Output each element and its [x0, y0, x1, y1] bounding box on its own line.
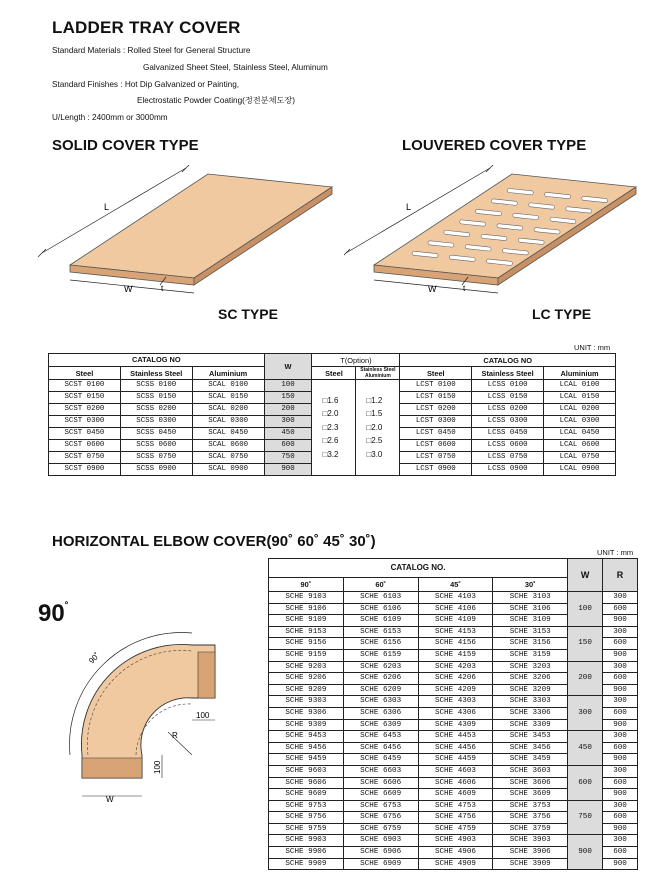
dim-100-bottom: 100	[153, 760, 162, 774]
elbow-code-cell: SCHE 6303	[343, 696, 418, 708]
elbow-code-cell: SCHE 9606	[269, 777, 344, 789]
w-cell: 450	[264, 428, 312, 440]
solid-cover-drawing	[36, 165, 336, 300]
louvered-cover-heading: LOUVERED COVER TYPE	[402, 137, 587, 154]
thickness-option: □2.0	[322, 409, 339, 419]
elbow-code-cell: SCHE 9609	[269, 789, 344, 801]
lc-steel-cell: LCST 0900	[400, 464, 472, 476]
lc-steel-cell: LCST 0300	[400, 416, 472, 428]
sc-aluminium-cell: SCAL 0100	[192, 380, 264, 392]
elbow-code-cell: SCHE 4306	[418, 707, 493, 719]
elbow-r-cell: 900	[603, 684, 638, 696]
elbow-code-cell: SCHE 4203	[418, 661, 493, 673]
elbow-code-cell: SCHE 4459	[418, 754, 493, 766]
elbow-code-cell: SCHE 3609	[493, 789, 568, 801]
elbow-r-cell: 600	[603, 812, 638, 824]
t-option-header: T(Option)	[312, 354, 400, 367]
elbow-code-cell: SCHE 4753	[418, 800, 493, 812]
elbow-code-cell: SCHE 3753	[493, 800, 568, 812]
elbow-r-cell: 300	[603, 626, 638, 638]
elbow-code-cell: SCHE 9903	[269, 835, 344, 847]
elbow-row	[269, 696, 638, 708]
elbow-w-header: W	[568, 559, 603, 592]
elbow-r-cell: 900	[603, 754, 638, 766]
elbow-r-cell: 300	[603, 765, 638, 777]
elbow-code-cell: SCHE 9106	[269, 603, 344, 615]
elbow-w-cell: 300	[568, 696, 603, 731]
sc-aluminium-cell: SCAL 0150	[192, 392, 264, 404]
elbow-code-cell: SCHE 9753	[269, 800, 344, 812]
elbow-code-cell: SCHE 3759	[493, 823, 568, 835]
elbow-code-cell: SCHE 3906	[493, 847, 568, 859]
elbow-code-cell: SCHE 4756	[418, 812, 493, 824]
elbow-code-cell: SCHE 4106	[418, 603, 493, 615]
elbow-code-cell: SCHE 9909	[269, 858, 344, 870]
lc-stainless-cell: LCSS 0900	[472, 464, 544, 476]
elbow-code-cell: SCHE 9603	[269, 765, 344, 777]
elbow-code-cell: SCHE 6306	[343, 707, 418, 719]
lc-aluminium-cell: LCAL 0200	[544, 404, 616, 416]
w-cell: 100	[264, 380, 312, 392]
elbow-w-cell: 750	[568, 800, 603, 835]
elbow-r-cell: 300	[603, 696, 638, 708]
elbow-code-cell: SCHE 6609	[343, 789, 418, 801]
elbow-row	[269, 731, 638, 743]
lc-aluminium-cell: LCAL 0100	[544, 380, 616, 392]
elbow-r-cell: 900	[603, 719, 638, 731]
solid-dim-t: t	[161, 284, 164, 293]
materials-line-2: Galvanized Sheet Steel, Stainless Steel, Aluminum	[143, 63, 328, 72]
lc-aluminium-cell: LCAL 0900	[544, 464, 616, 476]
thickness-option: □1.5	[366, 409, 383, 419]
dim-100-right: 100	[196, 711, 210, 720]
sc-steel-cell: SCST 0150	[49, 392, 121, 404]
thickness-option: □2.3	[322, 422, 339, 432]
louvered-dim-t: t	[463, 284, 466, 293]
catalog-no-left: CATALOG NO	[49, 354, 265, 367]
lc-aluminium-cell: LCAL 0750	[544, 452, 616, 464]
elbow-code-cell: SCHE 9453	[269, 731, 344, 743]
lc-steel-cell: LCST 0750	[400, 452, 472, 464]
sc-type-label: SC TYPE	[218, 306, 278, 322]
solid-dim-W: W	[124, 284, 133, 294]
thickness-option: □3.2	[322, 449, 339, 459]
page-title: LADDER TRAY COVER	[52, 18, 241, 37]
t-col-ss-al: Stainless Steel Aluminium	[356, 367, 400, 380]
col-aluminium-right: Aluminium	[544, 367, 616, 380]
elbow-r-cell: 900	[603, 823, 638, 835]
elbow-w-cell: 600	[568, 765, 603, 800]
elbow-code-cell: SCHE 9159	[269, 649, 344, 661]
sc-aluminium-cell: SCAL 0450	[192, 428, 264, 440]
elbow-code-cell: SCHE 3606	[493, 777, 568, 789]
elbow-row	[269, 800, 638, 812]
elbow-code-cell: SCHE 4309	[418, 719, 493, 731]
sc-aluminium-cell: SCAL 0600	[192, 440, 264, 452]
elbow-w-cell: 200	[568, 661, 603, 696]
elbow-w-cell: 450	[568, 731, 603, 766]
lc-stainless-cell: LCSS 0100	[472, 380, 544, 392]
elbow-r-cell: 600	[603, 707, 638, 719]
elbow-r-cell: 600	[603, 673, 638, 685]
elbow-code-cell: SCHE 3156	[493, 638, 568, 650]
elbow-col-30: 30˚	[493, 578, 568, 592]
sc-steel-cell: SCST 0450	[49, 428, 121, 440]
thickness-option: □1.2	[366, 395, 383, 405]
sc-aluminium-cell: SCAL 0200	[192, 404, 264, 416]
sc-aluminium-cell: SCAL 0900	[192, 464, 264, 476]
elbow-w-cell: 150	[568, 626, 603, 661]
elbow-code-cell: SCHE 3206	[493, 673, 568, 685]
catalog-no-right: CATALOG NO	[400, 354, 616, 367]
elbow-code-cell: SCHE 4906	[418, 847, 493, 859]
elbow-row	[269, 661, 638, 673]
elbow-unit: UNIT : mm	[597, 548, 634, 557]
col-steel-right: Steel	[400, 367, 472, 380]
sc-stainless-cell: SCSS 0450	[120, 428, 192, 440]
elbow-code-cell: SCHE 9203	[269, 661, 344, 673]
w-cell: 750	[264, 452, 312, 464]
elbow-code-cell: SCHE 6109	[343, 615, 418, 627]
elbow-r-header: R	[603, 559, 638, 592]
elbow-col-90: 90˚	[269, 578, 344, 592]
finishes-line-2: Electrostatic Powder Coating(정전분체도장)	[137, 96, 296, 105]
sc-stainless-cell: SCSS 0750	[120, 452, 192, 464]
sc-steel-cell: SCST 0900	[49, 464, 121, 476]
sc-stainless-cell: SCSS 0900	[120, 464, 192, 476]
elbow-row	[269, 835, 638, 847]
elbow-code-cell: SCHE 6909	[343, 858, 418, 870]
elbow-code-cell: SCHE 6309	[343, 719, 418, 731]
elbow-col-60: 60˚	[343, 578, 418, 592]
elbow-code-cell: SCHE 6156	[343, 638, 418, 650]
elbow-code-cell: SCHE 6903	[343, 835, 418, 847]
lc-aluminium-cell: LCAL 0300	[544, 416, 616, 428]
elbow-code-cell: SCHE 9153	[269, 626, 344, 638]
elbow-code-cell: SCHE 4603	[418, 765, 493, 777]
elbow-drawing	[50, 620, 225, 810]
col-stainless-right: Stainless Steel	[472, 367, 544, 380]
lc-stainless-cell: LCSS 0600	[472, 440, 544, 452]
thickness-option: □2.6	[322, 436, 339, 446]
elbow-r-cell: 300	[603, 661, 638, 673]
elbow-code-cell: SCHE 4103	[418, 592, 493, 604]
elbow-code-cell: SCHE 3159	[493, 649, 568, 661]
louvered-dim-L: L	[406, 202, 412, 212]
elbow-w-cell: 900	[568, 835, 603, 870]
elbow-code-cell: SCHE 9109	[269, 615, 344, 627]
degree-mark: ˚	[64, 600, 69, 614]
steel-thickness-options	[312, 380, 356, 476]
elbow-code-cell: SCHE 6153	[343, 626, 418, 638]
sc-stainless-cell: SCSS 0300	[120, 416, 192, 428]
elbow-r-cell: 600	[603, 777, 638, 789]
elbow-code-cell: SCHE 4909	[418, 858, 493, 870]
length-spec: U/Length : 2400mm or 3000mm	[52, 113, 168, 122]
lc-aluminium-cell: LCAL 0150	[544, 392, 616, 404]
sc-stainless-cell: SCSS 0150	[120, 392, 192, 404]
sc-stainless-cell: SCSS 0100	[120, 380, 192, 392]
elbow-r-cell: 900	[603, 789, 638, 801]
catalog-row	[49, 380, 616, 392]
elbow-code-cell: SCHE 4759	[418, 823, 493, 835]
elbow-code-cell: SCHE 4453	[418, 731, 493, 743]
elbow-code-cell: SCHE 9206	[269, 673, 344, 685]
elbow-code-cell: SCHE 4606	[418, 777, 493, 789]
elbow-code-cell: SCHE 9309	[269, 719, 344, 731]
dim-R: R	[172, 731, 178, 740]
lc-steel-cell: LCST 0100	[400, 380, 472, 392]
elbow-code-cell: SCHE 4206	[418, 673, 493, 685]
solid-dim-L: L	[104, 202, 110, 212]
elbow-code-cell: SCHE 6209	[343, 684, 418, 696]
sc-stainless-cell: SCSS 0200	[120, 404, 192, 416]
elbow-code-cell: SCHE 6759	[343, 823, 418, 835]
elbow-code-cell: SCHE 3203	[493, 661, 568, 673]
elbow-code-cell: SCHE 9303	[269, 696, 344, 708]
elbow-code-cell: SCHE 9306	[269, 707, 344, 719]
lc-steel-cell: LCST 0150	[400, 392, 472, 404]
elbow-code-cell: SCHE 3309	[493, 719, 568, 731]
elbow-r-cell: 600	[603, 847, 638, 859]
elbow-code-cell: SCHE 3603	[493, 765, 568, 777]
materials-line-1: Rolled Steel for General Structure	[127, 46, 251, 55]
elbow-code-cell: SCHE 9209	[269, 684, 344, 696]
materials-label: Standard Materials :	[52, 46, 128, 55]
elbow-code-cell: SCHE 3756	[493, 812, 568, 824]
elbow-code-cell: SCHE 6459	[343, 754, 418, 766]
elbow-r-cell: 600	[603, 603, 638, 615]
col-steel: Steel	[49, 367, 121, 380]
sc-steel-cell: SCST 0750	[49, 452, 121, 464]
elbow-code-cell: SCHE 6906	[343, 847, 418, 859]
elbow-row	[269, 626, 638, 638]
materials-spec	[52, 45, 250, 56]
lc-aluminium-cell: LCAL 0450	[544, 428, 616, 440]
sc-steel-cell: SCST 0100	[49, 380, 121, 392]
lc-stainless-cell: LCSS 0150	[472, 392, 544, 404]
elbow-code-cell: SCHE 6206	[343, 673, 418, 685]
w-cell: 200	[264, 404, 312, 416]
ss-thickness-options	[356, 380, 400, 476]
w-header: W	[264, 354, 312, 380]
elbow-r-cell: 300	[603, 592, 638, 604]
louvered-dim-W: W	[428, 284, 437, 294]
elbow-catalog-no: CATALOG NO.	[269, 559, 568, 578]
elbow-code-cell: SCHE 9156	[269, 638, 344, 650]
elbow-code-cell: SCHE 4903	[418, 835, 493, 847]
thickness-option: □1.6	[322, 395, 339, 405]
elbow-code-cell: SCHE 9103	[269, 592, 344, 604]
t-col-steel: Steel	[312, 367, 356, 380]
elbow-row	[269, 592, 638, 604]
elbow-code-cell: SCHE 6159	[343, 649, 418, 661]
elbow-code-cell: SCHE 4153	[418, 626, 493, 638]
sc-stainless-cell: SCSS 0600	[120, 440, 192, 452]
elbow-code-cell: SCHE 3103	[493, 592, 568, 604]
elbow-code-cell: SCHE 9456	[269, 742, 344, 754]
elbow-code-cell: SCHE 9756	[269, 812, 344, 824]
elbow-heading: HORIZONTAL ELBOW COVER(90˚ 60˚ 45˚ 30˚)	[52, 533, 376, 550]
lc-steel-cell: LCST 0450	[400, 428, 472, 440]
elbow-code-cell: SCHE 3306	[493, 707, 568, 719]
lc-stainless-cell: LCSS 0300	[472, 416, 544, 428]
sc-steel-cell: SCST 0200	[49, 404, 121, 416]
elbow-code-cell: SCHE 3909	[493, 858, 568, 870]
sc-aluminium-cell: SCAL 0300	[192, 416, 264, 428]
elbow-code-cell: SCHE 4109	[418, 615, 493, 627]
w-cell: 900	[264, 464, 312, 476]
elbow-code-cell: SCHE 3459	[493, 754, 568, 766]
elbow-code-cell: SCHE 3209	[493, 684, 568, 696]
elbow-code-cell: SCHE 4156	[418, 638, 493, 650]
elbow-code-cell: SCHE 9906	[269, 847, 344, 859]
elbow-code-cell: SCHE 6106	[343, 603, 418, 615]
elbow-code-cell: SCHE 3153	[493, 626, 568, 638]
dim-W: W	[106, 795, 114, 804]
lc-stainless-cell: LCSS 0450	[472, 428, 544, 440]
elbow-r-cell: 900	[603, 615, 638, 627]
elbow-r-cell: 600	[603, 638, 638, 650]
elbow-r-cell: 900	[603, 858, 638, 870]
w-cell: 600	[264, 440, 312, 452]
col-stainless: Stainless Steel	[120, 367, 192, 380]
elbow-code-cell: SCHE 3303	[493, 696, 568, 708]
elbow-code-cell: SCHE 3903	[493, 835, 568, 847]
solid-cover-heading: SOLID COVER TYPE	[52, 137, 199, 154]
elbow-code-cell: SCHE 4609	[418, 789, 493, 801]
lc-steel-cell: LCST 0600	[400, 440, 472, 452]
elbow-w-cell: 100	[568, 592, 603, 627]
thickness-option: □2.0	[366, 422, 383, 432]
elbow-code-cell: SCHE 6756	[343, 812, 418, 824]
elbow-code-cell: SCHE 3109	[493, 615, 568, 627]
thickness-option: □3.0	[366, 449, 383, 459]
w-cell: 150	[264, 392, 312, 404]
lc-type-label: LC TYPE	[532, 306, 592, 322]
elbow-code-cell: SCHE 6456	[343, 742, 418, 754]
elbow-code-cell: SCHE 6203	[343, 661, 418, 673]
arc-90-label: 90˚	[87, 650, 102, 666]
sc-steel-cell: SCST 0300	[49, 416, 121, 428]
elbow-code-cell: SCHE 4456	[418, 742, 493, 754]
elbow-code-cell: SCHE 6453	[343, 731, 418, 743]
elbow-row	[269, 765, 638, 777]
elbow-code-cell: SCHE 9459	[269, 754, 344, 766]
solid-cover-top	[70, 174, 332, 278]
sc-aluminium-cell: SCAL 0750	[192, 452, 264, 464]
louvered-cover-drawing	[344, 165, 644, 300]
elbow-code-cell: SCHE 3453	[493, 731, 568, 743]
col-aluminium: Aluminium	[192, 367, 264, 380]
elbow-col-45: 45˚	[418, 578, 493, 592]
elbow-code-cell: SCHE 4303	[418, 696, 493, 708]
table1-unit: UNIT : mm	[574, 343, 611, 352]
elbow-code-cell: SCHE 6603	[343, 765, 418, 777]
elbow-catalog-table	[268, 558, 638, 870]
finishes-spec	[52, 79, 239, 90]
lc-stainless-cell: LCSS 0200	[472, 404, 544, 416]
finishes-line-1: Hot Dip Galvanized or Painting,	[124, 80, 240, 89]
lc-steel-cell: LCST 0200	[400, 404, 472, 416]
catalog-table	[48, 353, 616, 476]
elbow-code-cell: SCHE 3456	[493, 742, 568, 754]
elbow-code-cell: SCHE 6753	[343, 800, 418, 812]
elbow-r-cell: 900	[603, 649, 638, 661]
thickness-option: □2.5	[366, 436, 383, 446]
elbow-r-cell: 600	[603, 742, 638, 754]
lc-stainless-cell: LCSS 0750	[472, 452, 544, 464]
lc-aluminium-cell: LCAL 0600	[544, 440, 616, 452]
elbow-code-cell: SCHE 3106	[493, 603, 568, 615]
elbow-code-cell: SCHE 4159	[418, 649, 493, 661]
elbow-r-cell: 300	[603, 800, 638, 812]
elbow-code-cell: SCHE 4209	[418, 684, 493, 696]
angle-value: 90	[38, 600, 65, 627]
elbow-code-cell: SCHE 6606	[343, 777, 418, 789]
sc-steel-cell: SCST 0600	[49, 440, 121, 452]
w-cell: 300	[264, 416, 312, 428]
elbow-r-cell: 300	[603, 835, 638, 847]
elbow-code-cell: SCHE 6103	[343, 592, 418, 604]
elbow-r-cell: 300	[603, 731, 638, 743]
elbow-code-cell: SCHE 9759	[269, 823, 344, 835]
finishes-label: Standard Finishes :	[52, 80, 125, 89]
